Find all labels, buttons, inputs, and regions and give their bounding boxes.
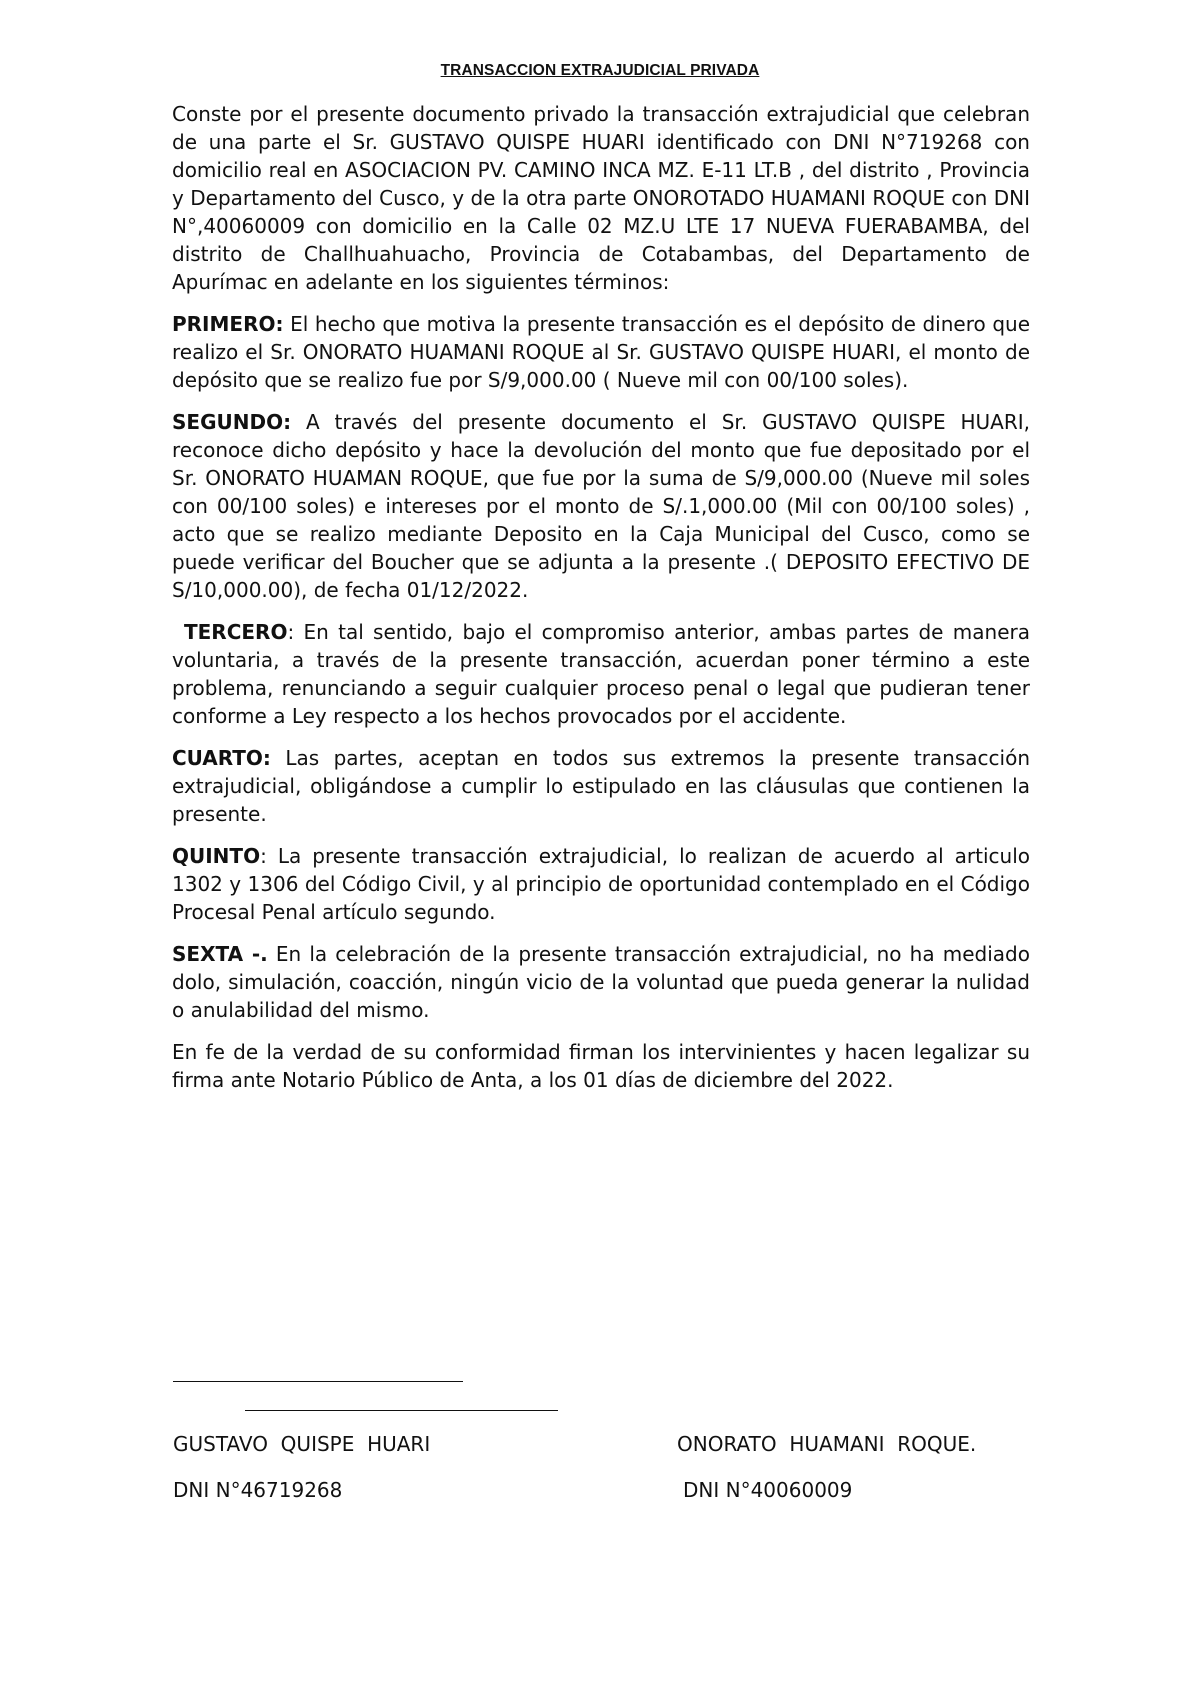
document-title: TRANSACCION EXTRAJUDICIAL PRIVADA xyxy=(440,62,760,79)
clause-heading: QUINTO xyxy=(172,844,261,868)
clause-primero xyxy=(172,310,1030,394)
clause-heading: SEXTA -. xyxy=(172,942,268,966)
signature-dni-party2: DNI N°40060009 xyxy=(683,1478,853,1502)
clause-text: En la celebración de la presente transacción extrajudicial, no ha mediado dolo, simulación, coacción, ningún vicio de la voluntad que pueda generar la nulidad o anulabilidad del mismo. xyxy=(172,942,1030,1022)
signature-name-party1: GUSTAVO QUISPE HUARI xyxy=(173,1432,431,1456)
clause-heading: CUARTO: xyxy=(172,746,271,770)
document-body xyxy=(172,100,1030,1108)
clause-sexta xyxy=(172,940,1030,1024)
signature-name-party2: ONORATO HUAMANI ROQUE. xyxy=(677,1432,977,1456)
clause-heading: TERCERO xyxy=(184,620,288,644)
clause-cuarto xyxy=(172,744,1030,828)
signature-dni-party1: DNI N°46719268 xyxy=(173,1478,343,1502)
clause-text: Las partes, aceptan en todos sus extremos la presente transacción extrajudicial, obligándose a cumplir lo estipulado en las cláusulas que contienen la presente. xyxy=(172,746,1030,826)
clause-quinto xyxy=(172,842,1030,926)
intro-paragraph: Conste por el presente documento privado la transacción extrajudicial que celebran de una parte el Sr. GUSTAVO QUISPE HUARI identificado con DNI N°719268 con domicilio real en ASOCIACION PV. CAMINO INCA MZ. E-11 LT.B , del distrito , Provincia y Departamento del Cusco, y de la otra parte ONOROTADO HUAMANI ROQUE con DNI N°,40060009 con domicilio en la Calle 02 MZ.U LTE 17 NUEVA FUERABAMBA, del distrito de Challhuahuacho, Provincia de Cotabambas, del Departamento de Apurímac en adelante en los siguientes términos: xyxy=(172,102,1030,294)
clause-text: A través del presente documento el Sr. GUSTAVO QUISPE HUARI, reconoce dicho depósito y hace la devolución del monto que fue depositado por el Sr. ONORATO HUAMAN ROQUE, que fue por la suma de S/9,000.00 (Nueve mil soles con 00/100 soles) e intereses por el monto de S/.1,000.00 (Mil con 00/100 soles) , acto que se realizo mediante Deposito en la Caja Municipal del Cusco, como se puede verificar del Boucher que se adjunta a la presente .( DEPOSITO EFECTIVO DE S/10,000.00), de fecha 01/12/2022. xyxy=(172,410,1030,602)
clause-text: El hecho que motiva la presente transacción es el depósito de dinero que realizo el Sr. ONORATO HUAMANI ROQUE al Sr. GUSTAVO QUISPE HUARI, el monto de depósito que se realizo fue por S/9,000.00 ( Nueve mil con 00/100 soles). xyxy=(172,312,1030,392)
clause-heading: PRIMERO: xyxy=(172,312,284,336)
signature-line-party2 xyxy=(245,1410,558,1411)
clause-heading: SEGUNDO: xyxy=(172,410,292,434)
clause-text: : En tal sentido, bajo el compromiso anterior, ambas partes de manera voluntaria, a través de la presente transacción, acuerdan poner término a este problema, renunciando a seguir cualquier proceso penal o legal que pudieran tener conforme a Ley respecto a los hechos provocados por el accidente. xyxy=(172,620,1030,728)
clause-segundo xyxy=(172,408,1030,604)
signature-line-party1 xyxy=(173,1381,463,1382)
clause-tercero xyxy=(172,618,1030,730)
clause-text: : La presente transacción extrajudicial, lo realizan de acuerdo al articulo 1302 y 1306 del Código Civil, y al principio de oportunidad contemplado en el Código Procesal Penal artículo segundo. xyxy=(172,844,1030,924)
closing-paragraph: En fe de la verdad de su conformidad firman los intervinientes y hacen legalizar su firma ante Notario Público de Anta, a los 01 días de diciembre del 2022. xyxy=(172,1040,1030,1092)
